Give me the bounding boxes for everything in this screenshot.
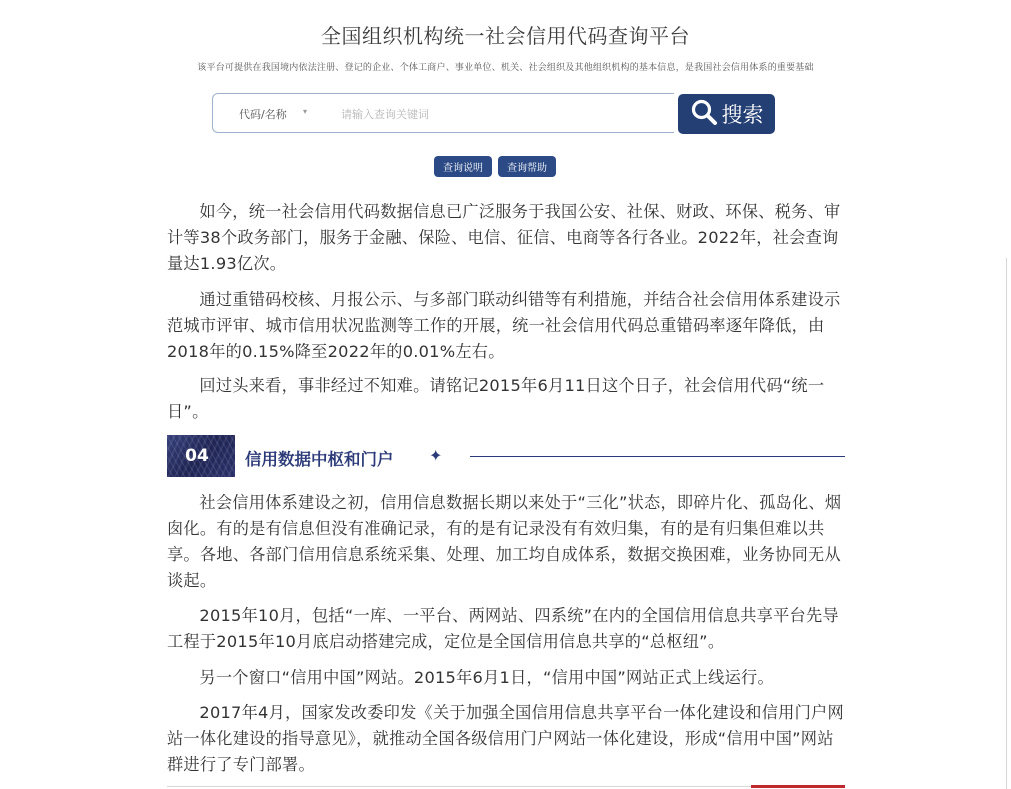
panel-title: 全国组织机构统一社会信用代码查询平台: [321, 24, 690, 48]
search-type-select[interactable]: 代码/名称: [239, 108, 287, 121]
article-paragraph: 另一个窗口“信用中国”网站。2015年6月1日，“信用中国”网站正式上线运行。: [199, 668, 774, 687]
section-divider: [470, 456, 845, 457]
query-help-button[interactable]: 查询帮助: [498, 156, 556, 177]
panel-subtitle: 该平台可提供在我国境内依法注册、登记的企业、个体工商户、事业单位、机关、社会组织及其他组织机构的基本信息，是我国社会信用体系的重要基础: [197, 63, 814, 73]
sparkle-icon: ✦: [429, 446, 443, 465]
chevron-down-icon[interactable]: ▾: [303, 107, 308, 116]
bottom-accent-bar: [751, 785, 845, 788]
section-header: [167, 435, 845, 477]
article-paragraph: 通过重错码校核、月报公示、与多部门联动纠错等有利措施，并结合社会信用体系建设示范城市评审、城市信用状况监测等工作的开展，统一社会信用代码总重错码率逐年降低，由2018年的0.15%降至2022年的0.01%左右。: [167, 290, 841, 361]
search-input[interactable]: [339, 102, 663, 126]
article-paragraph: 2017年4月，国家发改委印发《关于加强全国信用信息共享平台一体化建设和信用门户网站一体化建设的指导意见》，就推动全国各级信用门户网站一体化建设，形成“信用中国”网站群进行了专门部署。: [167, 703, 844, 774]
article-paragraph: 回过头来看，事非经过不知难。请铭记2015年6月11日这个日子，社会信用代码“统一日”。: [167, 376, 825, 421]
page-edge-divider: [1006, 258, 1007, 789]
article-paragraph: 社会信用体系建设之初，信用信息数据长期以来处于“三化”状态，即碎片化、孤岛化、烟囱化。有的是有信息但没有准确记录，有的是有记录没有有效归集，有的是有归集但难以共享。各地、各部门信用信息系统采集、处理、加工均自成体系，数据交换困难，业务协同无从谈起。: [167, 493, 842, 590]
search-button[interactable]: [678, 94, 775, 134]
section-number-badge: 04: [167, 435, 235, 477]
section-title: 信用数据中枢和门户: [245, 450, 394, 469]
article-paragraph: 如今，统一社会信用代码数据信息已广泛服务于我国公安、社保、财政、环保、税务、审计等38个政务部门，服务于金融、保险、电信、征信、电商等各行各业。2022年，社会查询量达1.93亿次。: [167, 202, 841, 273]
search-button-label: 搜索: [721, 103, 764, 127]
article-paragraph: 2015年10月，包括“一库、一平台、两网站、四系统”在内的全国信用信息共享平台先导工程于2015年10月底启动搭建完成，定位是全国信用信息共享的“总枢纽”。: [167, 606, 839, 651]
search-box: [212, 93, 674, 133]
search-icon: [690, 98, 718, 130]
bottom-divider: [167, 786, 845, 787]
query-instructions-button[interactable]: 查询说明: [434, 156, 492, 177]
